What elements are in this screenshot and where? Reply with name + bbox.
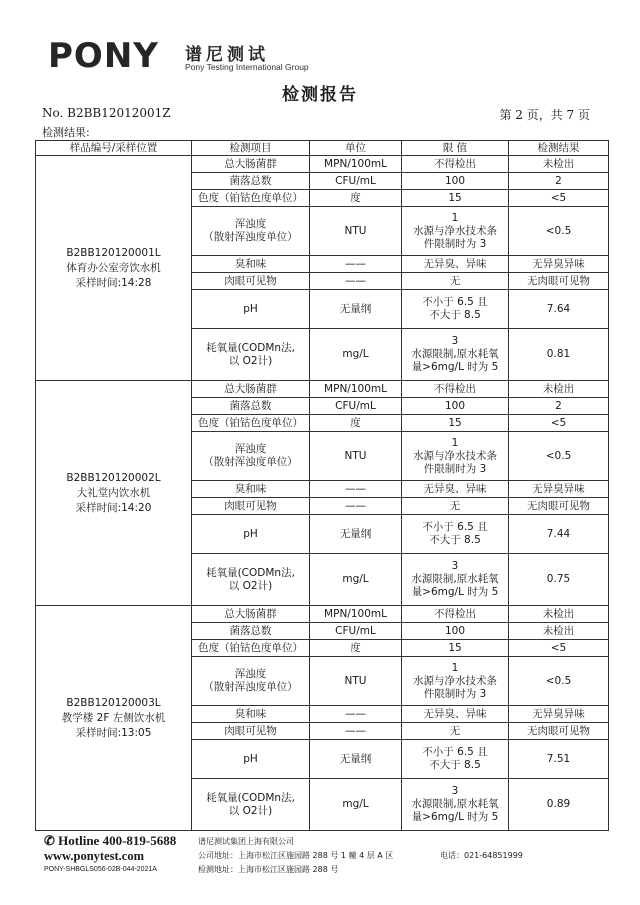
- cell-unit: NTU: [310, 207, 402, 256]
- cell-result: 未检出: [509, 623, 609, 640]
- cell-item: pH: [192, 290, 310, 329]
- cell-item: 浑浊度 （散射浑浊度单位）: [192, 657, 310, 706]
- cell-limit: 15: [402, 415, 509, 432]
- cell-item: 总大肠菌群: [192, 156, 310, 173]
- cell-unit: mg/L: [310, 779, 402, 831]
- cell-unit: ——: [310, 273, 402, 290]
- footer-test-address: 检测地址：上海市松江区施园路 288 号: [198, 865, 339, 874]
- cell-item: 总大肠菌群: [192, 381, 310, 398]
- table-row: [36, 606, 609, 623]
- cell-limit: 不小于 6.5 且 不大于 8.5: [402, 290, 509, 329]
- cell-item: 浑浊度 （散射浑浊度单位）: [192, 432, 310, 481]
- cell-item: 色度（铂钴色度单位）: [192, 415, 310, 432]
- cell-result: 0.75: [509, 554, 609, 606]
- sample-time: 采样时间:14:28: [75, 276, 152, 289]
- col-header-limit: 限 值: [402, 141, 509, 156]
- cell-result: 7.44: [509, 515, 609, 554]
- cell-item: pH: [192, 515, 310, 554]
- sample-id: B2BB120120002L: [66, 471, 161, 484]
- cell-result: 无异臭异味: [509, 256, 609, 273]
- cell-result: 2: [509, 173, 609, 190]
- cell-limit: 无异臭、异味: [402, 706, 509, 723]
- cell-item: 色度（铂钴色度单位）: [192, 190, 310, 207]
- cell-limit: 3 水源限制,原水耗氧 量>6mg/L 时为 5: [402, 779, 509, 831]
- cell-limit: 100: [402, 398, 509, 415]
- cell-result: <5: [509, 415, 609, 432]
- cell-item: 臭和味: [192, 256, 310, 273]
- col-header-sample: 样品编号/采样位置: [36, 141, 192, 156]
- sample-location: 大礼堂内饮水机: [76, 486, 151, 499]
- footer-doc-code: PONY-SHBGLS056-02B-044-2021A: [44, 866, 157, 873]
- report-number: No. B2BB12012001Z: [42, 106, 171, 120]
- table-header-row: [36, 141, 609, 156]
- cell-result: 7.64: [509, 290, 609, 329]
- cell-limit: 无: [402, 273, 509, 290]
- hotline-text: Hotline 400-819-5688: [58, 833, 177, 848]
- company-name-en: Pony Testing International Group: [185, 62, 309, 72]
- cell-unit: MPN/100mL: [310, 156, 402, 173]
- cell-limit: 不小于 6.5 且 不大于 8.5: [402, 515, 509, 554]
- cell-unit: CFU/mL: [310, 398, 402, 415]
- page-info: 第 2 页，共 7 页: [499, 108, 590, 122]
- cell-limit: 无: [402, 723, 509, 740]
- cell-unit: 无量纲: [310, 290, 402, 329]
- table-row: [36, 156, 609, 173]
- cell-unit: CFU/mL: [310, 623, 402, 640]
- results-label: 检测结果:: [42, 126, 90, 139]
- cell-item: 菌落总数: [192, 398, 310, 415]
- cell-item: 菌落总数: [192, 623, 310, 640]
- cell-unit: ——: [310, 481, 402, 498]
- cell-unit: NTU: [310, 657, 402, 706]
- cell-limit: 不得检出: [402, 606, 509, 623]
- company-logo: [48, 36, 338, 76]
- cell-result: 7.51: [509, 740, 609, 779]
- cell-unit: ——: [310, 256, 402, 273]
- cell-item: 耗氧量(CODMn法, 以 O2计): [192, 554, 310, 606]
- cell-limit: 1 水源与净水技术条 件限制时为 3: [402, 657, 509, 706]
- cell-result: 无异臭异味: [509, 706, 609, 723]
- footer-website: www.ponytest.com: [44, 849, 144, 863]
- cell-unit: MPN/100mL: [310, 381, 402, 398]
- sample-info-cell: [36, 606, 192, 831]
- cell-limit: 无: [402, 498, 509, 515]
- cell-unit: CFU/mL: [310, 173, 402, 190]
- footer-phone: 电话：021-64851999: [440, 851, 523, 860]
- sample-info-cell: [36, 156, 192, 381]
- cell-unit: 度: [310, 190, 402, 207]
- cell-result: 无肉眼可见物: [509, 498, 609, 515]
- cell-limit: 100: [402, 173, 509, 190]
- cell-unit: ——: [310, 498, 402, 515]
- cell-result: <0.5: [509, 432, 609, 481]
- sample-id: B2BB120120003L: [66, 696, 161, 709]
- cell-item: 耗氧量(CODMn法, 以 O2计): [192, 329, 310, 381]
- cell-item: 浑浊度 （散射浑浊度单位）: [192, 207, 310, 256]
- cell-item: 肉眼可见物: [192, 723, 310, 740]
- cell-result: 未检出: [509, 381, 609, 398]
- cell-item: 菌落总数: [192, 173, 310, 190]
- cell-unit: mg/L: [310, 329, 402, 381]
- cell-unit: mg/L: [310, 554, 402, 606]
- cell-limit: 不得检出: [402, 381, 509, 398]
- cell-result: 0.89: [509, 779, 609, 831]
- cell-limit: 15: [402, 640, 509, 657]
- cell-result: <5: [509, 190, 609, 207]
- cell-limit: 不得检出: [402, 156, 509, 173]
- table-row: [36, 381, 609, 398]
- cell-result: 未检出: [509, 606, 609, 623]
- col-header-unit: 单位: [310, 141, 402, 156]
- cell-limit: 15: [402, 190, 509, 207]
- cell-unit: 度: [310, 640, 402, 657]
- cell-result: 0.81: [509, 329, 609, 381]
- cell-limit: 1 水源与净水技术条 件限制时为 3: [402, 432, 509, 481]
- phone-icon: ✆: [44, 833, 55, 848]
- cell-limit: 1 水源与净水技术条 件限制时为 3: [402, 207, 509, 256]
- cell-limit: 3 水源限制,原水耗氧 量>6mg/L 时为 5: [402, 554, 509, 606]
- sample-time: 采样时间:14:20: [75, 501, 152, 514]
- cell-result: <0.5: [509, 207, 609, 256]
- cell-unit: 无量纲: [310, 740, 402, 779]
- cell-unit: NTU: [310, 432, 402, 481]
- logo-wordmark: PONY: [48, 36, 159, 76]
- sample-location: 体育办公室旁饮水机: [66, 261, 161, 274]
- cell-item: 色度（铂钴色度单位）: [192, 640, 310, 657]
- cell-item: 肉眼可见物: [192, 498, 310, 515]
- sample-time: 采样时间:13:05: [75, 726, 152, 739]
- cell-limit: 3 水源限制,原水耗氧 量>6mg/L 时为 5: [402, 329, 509, 381]
- col-header-result: 检测结果: [509, 141, 609, 156]
- cell-result: <5: [509, 640, 609, 657]
- cell-limit: 无异臭、异味: [402, 256, 509, 273]
- cell-unit: 无量纲: [310, 515, 402, 554]
- cell-result: 2: [509, 398, 609, 415]
- cell-item: pH: [192, 740, 310, 779]
- report-title: 检测报告: [282, 85, 358, 105]
- results-table: [35, 140, 609, 831]
- footer-hotline: [44, 833, 176, 849]
- company-name-cn: 谱尼测试: [185, 45, 269, 65]
- cell-unit: ——: [310, 706, 402, 723]
- cell-item: 耗氧量(CODMn法, 以 O2计): [192, 779, 310, 831]
- cell-item: 臭和味: [192, 706, 310, 723]
- cell-unit: MPN/100mL: [310, 606, 402, 623]
- cell-result: 无肉眼可见物: [509, 273, 609, 290]
- cell-item: 肉眼可见物: [192, 273, 310, 290]
- sample-location: 教学楼 2F 左侧饮水机: [61, 711, 166, 724]
- cell-result: 无肉眼可见物: [509, 723, 609, 740]
- cell-item: 总大肠菌群: [192, 606, 310, 623]
- sample-id: B2BB120120001L: [66, 246, 161, 259]
- cell-limit: 无异臭、异味: [402, 481, 509, 498]
- cell-result: 未检出: [509, 156, 609, 173]
- footer-company-address: 公司地址：上海市松江区施园路 288 号 1 幢 4 层 A 区: [198, 851, 394, 860]
- cell-unit: ——: [310, 723, 402, 740]
- col-header-item: 检测项目: [192, 141, 310, 156]
- cell-unit: 度: [310, 415, 402, 432]
- footer-company: 谱尼测试集团上海有限公司: [198, 837, 294, 846]
- cell-result: 无异臭异味: [509, 481, 609, 498]
- sample-info-cell: [36, 381, 192, 606]
- cell-result: <0.5: [509, 657, 609, 706]
- cell-limit: 100: [402, 623, 509, 640]
- cell-limit: 不小于 6.5 且 不大于 8.5: [402, 740, 509, 779]
- cell-item: 臭和味: [192, 481, 310, 498]
